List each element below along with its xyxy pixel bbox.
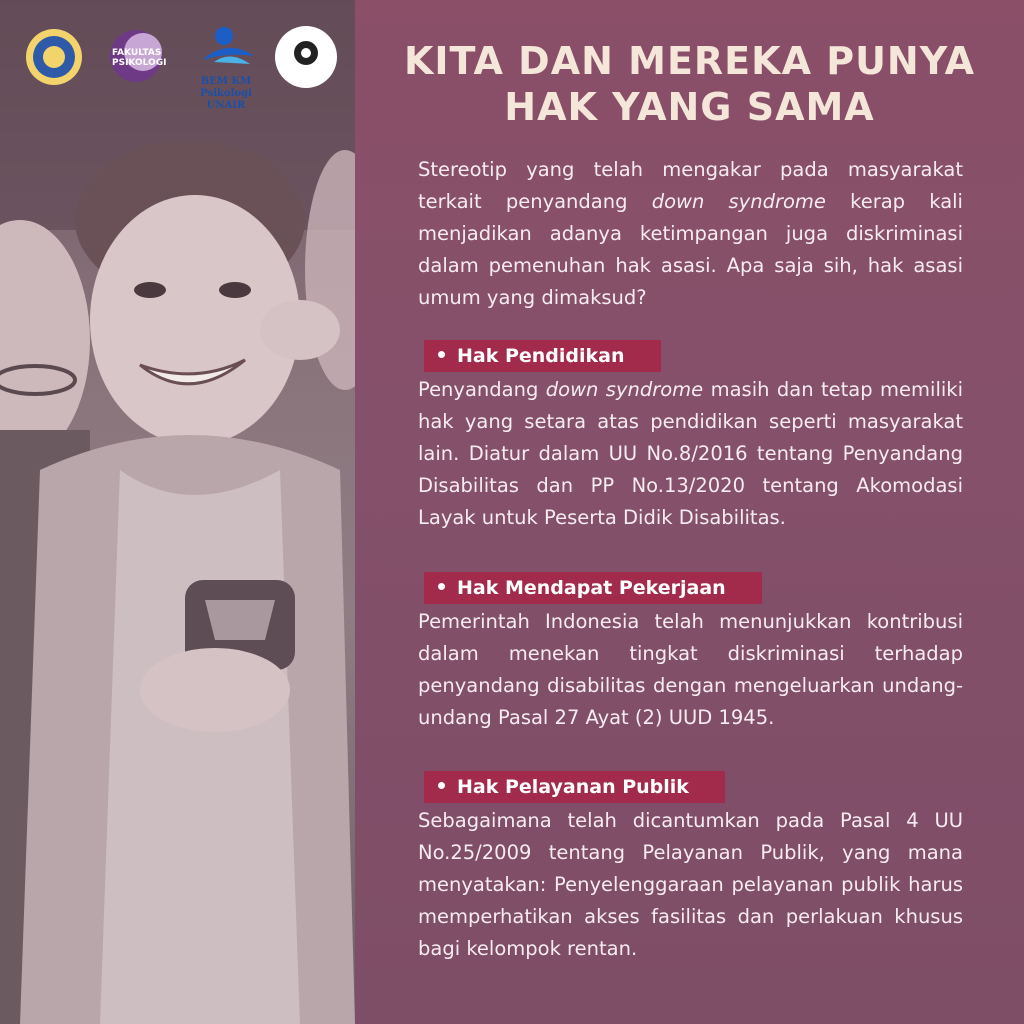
section-heading-pelayanan-publik	[424, 771, 725, 803]
kabinet-logo-icon	[275, 26, 337, 88]
bullet-icon	[438, 583, 445, 590]
section-body-pekerjaan	[418, 606, 963, 734]
section-heading-label: Hak Pendidikan	[457, 345, 625, 367]
intro-emphasis: down syndrome	[651, 190, 826, 213]
section-emphasis: down syndrome	[545, 378, 704, 401]
section-heading-pendidikan	[424, 340, 661, 372]
section-body-pelayanan-publik	[418, 805, 963, 965]
bullet-icon	[438, 351, 445, 358]
bem-km-subtitle: Psikologi UNAIR	[200, 88, 252, 111]
page-title	[355, 38, 1024, 130]
section-text-a: Pemerintah Indonesia telah menunjukkan kontribusi dalam menekan tingkat diskriminasi terhadap penyandang disabilitas dengan mengeluarkan undang-undang Pasal 27 Ayat (2) UUD 1945.	[418, 610, 963, 729]
intro-text-b: kerap kali menjadikan adanya ketimpangan juga diskriminasi dalam pemenuhan hak asasi. Apa saja sih, hak asasi umum yang dimaksud?	[418, 190, 963, 309]
section-heading-pekerjaan	[424, 572, 762, 604]
intro-text-a: Stereotip yang telah mengakar pada masyarakat terkait penyandang	[418, 158, 963, 213]
section-text-a: Penyandang	[418, 378, 546, 401]
section-heading-label: Hak Pelayanan Publik	[457, 776, 689, 798]
children-illustration	[0, 0, 355, 1024]
university-seal-icon	[25, 28, 83, 86]
bem-km-title: BEM KM	[200, 76, 252, 87]
title-line-2: HAK YANG SAMA	[504, 85, 875, 129]
logo-strip	[22, 22, 352, 111]
fakultas-psikologi-label: FAKULTAS PSIKOLOGI	[112, 48, 167, 68]
intro-paragraph	[418, 154, 963, 314]
bem-km-label	[186, 76, 266, 112]
bullet-icon	[438, 782, 445, 789]
children-photo	[0, 0, 355, 1024]
section-text-b: masih dan tetap memiliki hak yang setara atas pendidikan seperti masyarakat lain. Diatur dalam UU No.8/2016 tentang Penyandang Disabilitas dan PP No.13/2020 tentang Akomodasi Layak untuk Peserta Didik Disabilitas.	[418, 378, 964, 529]
section-body-pendidikan	[418, 374, 963, 534]
section-text-a: Sebagaimana telah dicantumkan pada Pasal 4 UU No.25/2009 tentang Pelayanan Publik, yang mana menyatakan: Penyelenggaraan pelayanan publik harus memperhatikan akses fasilitas dan perlakuan khusus bagi kelompok rentan.	[418, 809, 963, 960]
bem-km-icon	[200, 26, 256, 66]
title-line-1: KITA DAN MEREKA PUNYA	[403, 39, 976, 83]
section-heading-label: Hak Mendapat Pekerjaan	[457, 577, 726, 599]
